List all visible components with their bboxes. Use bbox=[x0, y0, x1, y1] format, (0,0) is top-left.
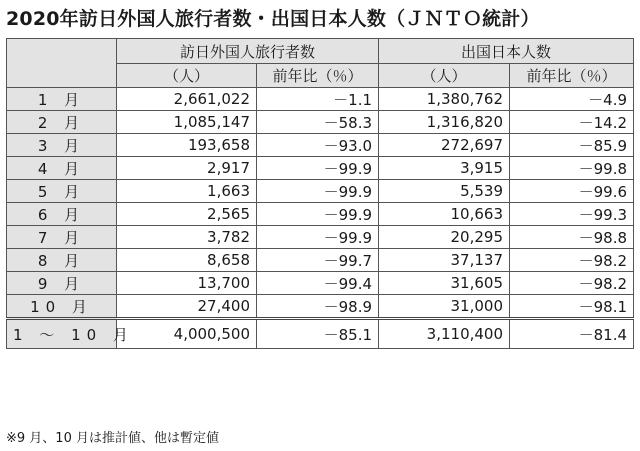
header-corner-cell bbox=[7, 39, 117, 88]
month-cell: 4 月 bbox=[7, 157, 117, 180]
visitors-cell: 193,658 bbox=[117, 134, 257, 157]
total-row bbox=[7, 319, 634, 349]
page-title: 2020年訪日外国人旅行者数・出国日本人数（ＪＮＴＯ統計） bbox=[6, 8, 540, 30]
departures-ratio-cell: －98.2 bbox=[510, 249, 634, 272]
header-departures: 出国日本人数 bbox=[379, 39, 634, 64]
month-cell: 6 月 bbox=[7, 203, 117, 226]
month-cell: 8 月 bbox=[7, 249, 117, 272]
visitors-ratio-cell: －99.9 bbox=[257, 226, 379, 249]
visitors-ratio-cell: －99.9 bbox=[257, 157, 379, 180]
month-cell: 7 月 bbox=[7, 226, 117, 249]
month-cell: 10 月 bbox=[7, 295, 117, 319]
departures-ratio-cell: －98.2 bbox=[510, 272, 634, 295]
month-cell: 3 月 bbox=[7, 134, 117, 157]
visitors-cell: 27,400 bbox=[117, 295, 257, 319]
header-visitors: 訪日外国人旅行者数 bbox=[117, 39, 379, 64]
departures-cell: 5,539 bbox=[379, 180, 510, 203]
visitors-ratio-cell: －93.0 bbox=[257, 134, 379, 157]
visitors-ratio-cell: －1.1 bbox=[257, 88, 379, 111]
visitors-ratio-cell: －99.9 bbox=[257, 203, 379, 226]
visitors-cell: 8,658 bbox=[117, 249, 257, 272]
header-visitors-count: （人） bbox=[117, 64, 257, 88]
header-departures-ratio: 前年比（％） bbox=[510, 64, 634, 88]
footnote: ※9 月、10 月は推計値、他は暫定値 bbox=[6, 431, 219, 446]
departures-ratio-cell: －98.1 bbox=[510, 295, 634, 319]
departures-cell: 20,295 bbox=[379, 226, 510, 249]
departures-ratio-cell: －98.8 bbox=[510, 226, 634, 249]
table-row bbox=[7, 249, 634, 272]
departures-ratio-cell: －99.8 bbox=[510, 157, 634, 180]
departures-ratio-cell: －14.2 bbox=[510, 111, 634, 134]
table-row bbox=[7, 157, 634, 180]
visitors-cell: 13,700 bbox=[117, 272, 257, 295]
visitors-cell: 2,661,022 bbox=[117, 88, 257, 111]
header-visitors-ratio: 前年比（％） bbox=[257, 64, 379, 88]
table-row bbox=[7, 203, 634, 226]
table-row bbox=[7, 272, 634, 295]
departures-cell: 3,915 bbox=[379, 157, 510, 180]
departures-cell: 31,605 bbox=[379, 272, 510, 295]
header-row-groups bbox=[7, 39, 634, 64]
visitors-ratio-cell: －99.9 bbox=[257, 180, 379, 203]
departures-ratio-cell: －85.9 bbox=[510, 134, 634, 157]
visitors-cell: 3,782 bbox=[117, 226, 257, 249]
visitors-cell: 2,565 bbox=[117, 203, 257, 226]
departures-ratio-cell: －99.3 bbox=[510, 203, 634, 226]
departures-cell: 10,663 bbox=[379, 203, 510, 226]
month-cell: 9 月 bbox=[7, 272, 117, 295]
departures-cell: 1,380,762 bbox=[379, 88, 510, 111]
departures-ratio-cell: －99.6 bbox=[510, 180, 634, 203]
month-cell: 5 月 bbox=[7, 180, 117, 203]
table-row bbox=[7, 295, 634, 319]
departures-ratio-cell: －4.9 bbox=[510, 88, 634, 111]
departures-cell: 37,137 bbox=[379, 249, 510, 272]
visitors-ratio-cell: －98.9 bbox=[257, 295, 379, 319]
table-row bbox=[7, 88, 634, 111]
table-row bbox=[7, 111, 634, 134]
visitors-ratio-cell: －99.7 bbox=[257, 249, 379, 272]
table-row bbox=[7, 226, 634, 249]
visitors-cell: 2,917 bbox=[117, 157, 257, 180]
table-row bbox=[7, 134, 634, 157]
departures-cell: 31,000 bbox=[379, 295, 510, 319]
month-cell: 1 月 bbox=[7, 88, 117, 111]
total-visitors-cell: 4,000,500 bbox=[117, 319, 257, 349]
month-cell: 2 月 bbox=[7, 111, 117, 134]
total-period-cell: 1 ～ 10 月 bbox=[7, 319, 117, 349]
departures-cell: 1,316,820 bbox=[379, 111, 510, 134]
visitors-ratio-cell: －58.3 bbox=[257, 111, 379, 134]
departures-cell: 272,697 bbox=[379, 134, 510, 157]
table-row bbox=[7, 180, 634, 203]
statistics-table bbox=[6, 38, 634, 349]
visitors-cell: 1,663 bbox=[117, 180, 257, 203]
visitors-ratio-cell: －99.4 bbox=[257, 272, 379, 295]
total-departures-cell: 3,110,400 bbox=[379, 319, 510, 349]
header-departures-count: （人） bbox=[379, 64, 510, 88]
visitors-cell: 1,085,147 bbox=[117, 111, 257, 134]
total-visitors-ratio-cell: －85.1 bbox=[257, 319, 379, 349]
total-departures-ratio-cell: －81.4 bbox=[510, 319, 634, 349]
